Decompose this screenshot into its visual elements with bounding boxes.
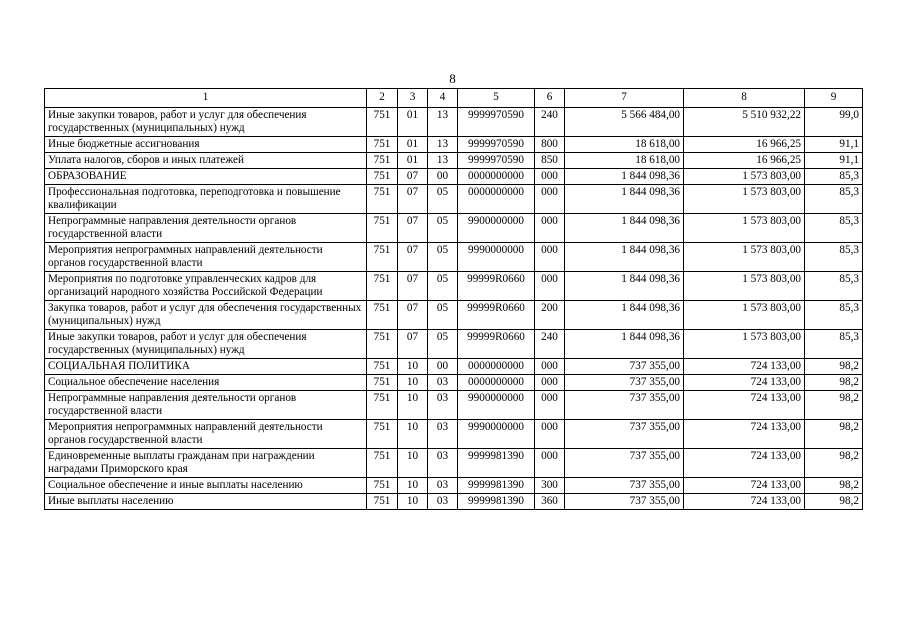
admin-code-cell: 751 (367, 214, 398, 243)
planned-amount-cell: 737 355,00 (565, 478, 684, 494)
executed-amount-cell: 5 510 932,22 (684, 108, 805, 137)
target-article-cell: 9999981390 (458, 494, 535, 510)
target-article-cell: 9900000000 (458, 214, 535, 243)
row-name-cell: Иные закупки товаров, работ и услуг для обеспечения государственных (муниципальных) нужд (45, 330, 367, 359)
planned-amount-cell: 737 355,00 (565, 375, 684, 391)
subsection-code-cell: 00 (428, 359, 458, 375)
planned-amount-cell: 737 355,00 (565, 494, 684, 510)
subsection-code-cell: 05 (428, 243, 458, 272)
column-header-1: 1 (45, 89, 367, 108)
executed-amount-cell: 1 573 803,00 (684, 169, 805, 185)
admin-code-cell: 751 (367, 359, 398, 375)
executed-amount-cell: 724 133,00 (684, 359, 805, 375)
section-code-cell: 07 (398, 185, 428, 214)
execution-percent-cell: 98,2 (805, 391, 863, 420)
subsection-code-cell: 03 (428, 391, 458, 420)
target-article-cell: 99999R0660 (458, 272, 535, 301)
section-code-cell: 10 (398, 359, 428, 375)
expense-type-cell: 240 (535, 108, 565, 137)
execution-percent-cell: 98,2 (805, 375, 863, 391)
row-name-cell: Иные бюджетные ассигнования (45, 137, 367, 153)
subsection-code-cell: 05 (428, 301, 458, 330)
planned-amount-cell: 737 355,00 (565, 449, 684, 478)
subsection-code-cell: 05 (428, 272, 458, 301)
expense-type-cell: 000 (535, 169, 565, 185)
table-row (45, 243, 863, 272)
executed-amount-cell: 16 966,25 (684, 153, 805, 169)
expense-type-cell: 000 (535, 420, 565, 449)
planned-amount-cell: 1 844 098,36 (565, 272, 684, 301)
section-code-cell: 01 (398, 108, 428, 137)
execution-percent-cell: 85,3 (805, 169, 863, 185)
planned-amount-cell: 1 844 098,36 (565, 301, 684, 330)
column-header-5: 5 (458, 89, 535, 108)
subsection-code-cell: 03 (428, 420, 458, 449)
execution-percent-cell: 85,3 (805, 243, 863, 272)
target-article-cell: 99999R0660 (458, 301, 535, 330)
expense-type-cell: 000 (535, 375, 565, 391)
subsection-code-cell: 13 (428, 137, 458, 153)
table-header-row (45, 89, 863, 108)
planned-amount-cell: 5 566 484,00 (565, 108, 684, 137)
target-article-cell: 9999970590 (458, 137, 535, 153)
expense-type-cell: 000 (535, 391, 565, 420)
table-row (45, 359, 863, 375)
admin-code-cell: 751 (367, 153, 398, 169)
planned-amount-cell: 1 844 098,36 (565, 214, 684, 243)
expense-type-cell: 000 (535, 449, 565, 478)
target-article-cell: 9999981390 (458, 449, 535, 478)
table-body (45, 108, 863, 510)
target-article-cell: 9990000000 (458, 420, 535, 449)
table-row (45, 272, 863, 301)
table-row (45, 330, 863, 359)
table-row (45, 301, 863, 330)
page-number: 8 (449, 71, 456, 86)
planned-amount-cell: 18 618,00 (565, 153, 684, 169)
target-article-cell: 0000000000 (458, 375, 535, 391)
section-code-cell: 07 (398, 301, 428, 330)
execution-percent-cell: 98,2 (805, 478, 863, 494)
table-row (45, 494, 863, 510)
row-name-cell: Закупка товаров, работ и услуг для обеспечения государственных (муниципальных) нужд (45, 301, 367, 330)
row-name-cell: Единовременные выплаты гражданам при награждении наградами Приморского края (45, 449, 367, 478)
section-code-cell: 10 (398, 391, 428, 420)
table-row (45, 449, 863, 478)
planned-amount-cell: 737 355,00 (565, 420, 684, 449)
executed-amount-cell: 1 573 803,00 (684, 185, 805, 214)
target-article-cell: 0000000000 (458, 185, 535, 214)
column-header-7: 7 (565, 89, 684, 108)
section-code-cell: 10 (398, 420, 428, 449)
target-article-cell: 9999970590 (458, 153, 535, 169)
execution-percent-cell: 91,1 (805, 137, 863, 153)
executed-amount-cell: 724 133,00 (684, 375, 805, 391)
admin-code-cell: 751 (367, 478, 398, 494)
target-article-cell: 9990000000 (458, 243, 535, 272)
planned-amount-cell: 737 355,00 (565, 359, 684, 375)
admin-code-cell: 751 (367, 330, 398, 359)
section-code-cell: 10 (398, 494, 428, 510)
executed-amount-cell: 724 133,00 (684, 391, 805, 420)
subsection-code-cell: 00 (428, 169, 458, 185)
executed-amount-cell: 724 133,00 (684, 449, 805, 478)
admin-code-cell: 751 (367, 375, 398, 391)
row-name-cell: Социальное обеспечение и иные выплаты населению (45, 478, 367, 494)
row-name-cell: Непрограммные направления деятельности органов государственной власти (45, 391, 367, 420)
section-code-cell: 01 (398, 153, 428, 169)
expense-type-cell: 240 (535, 330, 565, 359)
section-code-cell: 10 (398, 375, 428, 391)
subsection-code-cell: 03 (428, 478, 458, 494)
execution-percent-cell: 98,2 (805, 449, 863, 478)
execution-percent-cell: 98,2 (805, 420, 863, 449)
execution-percent-cell: 85,3 (805, 330, 863, 359)
executed-amount-cell: 1 573 803,00 (684, 214, 805, 243)
column-header-4: 4 (428, 89, 458, 108)
subsection-code-cell: 03 (428, 494, 458, 510)
row-name-cell: ОБРАЗОВАНИЕ (45, 169, 367, 185)
executed-amount-cell: 16 966,25 (684, 137, 805, 153)
execution-percent-cell: 99,0 (805, 108, 863, 137)
execution-percent-cell: 85,3 (805, 301, 863, 330)
admin-code-cell: 751 (367, 137, 398, 153)
table-row (45, 137, 863, 153)
execution-percent-cell: 98,2 (805, 359, 863, 375)
row-name-cell: Мероприятия по подготовке управленческих кадров для организаций народного хозяйства Российской Федерации (45, 272, 367, 301)
section-code-cell: 07 (398, 330, 428, 359)
row-name-cell: Иные выплаты населению (45, 494, 367, 510)
expense-type-cell: 850 (535, 153, 565, 169)
section-code-cell: 07 (398, 214, 428, 243)
expense-type-cell: 000 (535, 359, 565, 375)
executed-amount-cell: 1 573 803,00 (684, 301, 805, 330)
admin-code-cell: 751 (367, 301, 398, 330)
planned-amount-cell: 18 618,00 (565, 137, 684, 153)
admin-code-cell: 751 (367, 185, 398, 214)
execution-percent-cell: 85,3 (805, 185, 863, 214)
admin-code-cell: 751 (367, 449, 398, 478)
table-row (45, 420, 863, 449)
expense-type-cell: 200 (535, 301, 565, 330)
section-code-cell: 07 (398, 243, 428, 272)
admin-code-cell: 751 (367, 169, 398, 185)
table-row (45, 375, 863, 391)
row-name-cell: Социальное обеспечение населения (45, 375, 367, 391)
planned-amount-cell: 1 844 098,36 (565, 330, 684, 359)
target-article-cell: 0000000000 (458, 359, 535, 375)
table-row (45, 185, 863, 214)
executed-amount-cell: 1 573 803,00 (684, 272, 805, 301)
row-name-cell: Уплата налогов, сборов и иных платежей (45, 153, 367, 169)
target-article-cell: 9999970590 (458, 108, 535, 137)
column-header-2: 2 (367, 89, 398, 108)
table-row (45, 391, 863, 420)
section-code-cell: 07 (398, 272, 428, 301)
planned-amount-cell: 737 355,00 (565, 391, 684, 420)
expense-type-cell: 360 (535, 494, 565, 510)
expense-type-cell: 800 (535, 137, 565, 153)
column-header-9: 9 (805, 89, 863, 108)
row-name-cell: Мероприятия непрограммных направлений деятельности органов государственной власти (45, 243, 367, 272)
expense-type-cell: 000 (535, 243, 565, 272)
column-header-8: 8 (684, 89, 805, 108)
budget-execution-table (44, 88, 863, 510)
executed-amount-cell: 724 133,00 (684, 494, 805, 510)
section-code-cell: 01 (398, 137, 428, 153)
execution-percent-cell: 85,3 (805, 272, 863, 301)
row-name-cell: Профессиональная подготовка, переподготовка и повышение квалификации (45, 185, 367, 214)
row-name-cell: Непрограммные направления деятельности органов государственной власти (45, 214, 367, 243)
subsection-code-cell: 05 (428, 214, 458, 243)
executed-amount-cell: 1 573 803,00 (684, 330, 805, 359)
admin-code-cell: 751 (367, 243, 398, 272)
executed-amount-cell: 1 573 803,00 (684, 243, 805, 272)
target-article-cell: 9999981390 (458, 478, 535, 494)
table-row (45, 214, 863, 243)
row-name-cell: Мероприятия непрограммных направлений деятельности органов государственной власти (45, 420, 367, 449)
section-code-cell: 07 (398, 169, 428, 185)
table-row (45, 108, 863, 137)
execution-percent-cell: 98,2 (805, 494, 863, 510)
subsection-code-cell: 03 (428, 375, 458, 391)
planned-amount-cell: 1 844 098,36 (565, 243, 684, 272)
planned-amount-cell: 1 844 098,36 (565, 169, 684, 185)
subsection-code-cell: 13 (428, 108, 458, 137)
admin-code-cell: 751 (367, 391, 398, 420)
row-name-cell: Иные закупки товаров, работ и услуг для обеспечения государственных (муниципальных) нужд (45, 108, 367, 137)
admin-code-cell: 751 (367, 494, 398, 510)
target-article-cell: 0000000000 (458, 169, 535, 185)
section-code-cell: 10 (398, 478, 428, 494)
table-row (45, 153, 863, 169)
expense-type-cell: 000 (535, 272, 565, 301)
subsection-code-cell: 05 (428, 185, 458, 214)
subsection-code-cell: 13 (428, 153, 458, 169)
row-name-cell: СОЦИАЛЬНАЯ ПОЛИТИКА (45, 359, 367, 375)
admin-code-cell: 751 (367, 420, 398, 449)
subsection-code-cell: 05 (428, 330, 458, 359)
expense-type-cell: 000 (535, 214, 565, 243)
target-article-cell: 99999R0660 (458, 330, 535, 359)
target-article-cell: 9900000000 (458, 391, 535, 420)
admin-code-cell: 751 (367, 272, 398, 301)
column-header-6: 6 (535, 89, 565, 108)
execution-percent-cell: 85,3 (805, 214, 863, 243)
expense-type-cell: 000 (535, 185, 565, 214)
subsection-code-cell: 03 (428, 449, 458, 478)
section-code-cell: 10 (398, 449, 428, 478)
expense-type-cell: 300 (535, 478, 565, 494)
table-row (45, 478, 863, 494)
executed-amount-cell: 724 133,00 (684, 478, 805, 494)
planned-amount-cell: 1 844 098,36 (565, 185, 684, 214)
executed-amount-cell: 724 133,00 (684, 420, 805, 449)
table-row (45, 169, 863, 185)
admin-code-cell: 751 (367, 108, 398, 137)
column-header-3: 3 (398, 89, 428, 108)
execution-percent-cell: 91,1 (805, 153, 863, 169)
